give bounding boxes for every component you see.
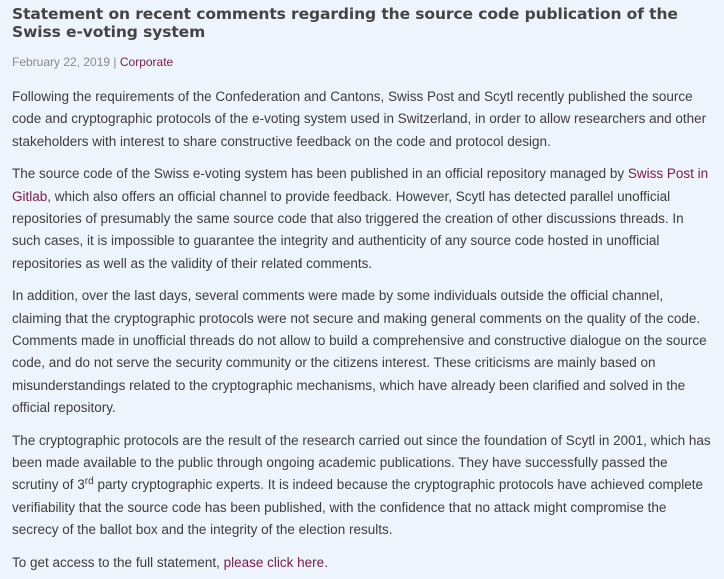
paragraph-protocols [12,430,713,541]
ordinal-suffix: rd [84,476,94,488]
paragraph-criticism [12,285,713,419]
full-statement-link[interactable]: please click here [223,554,325,570]
paragraph-full-statement [12,552,713,574]
paragraph-criticism-text: In addition, over the last days, several comments were made by some individuals outside the official channel, claiming that the cryptographic protocols were not secure and making general comments on the quality of the code. Comments made in unofficial threads do not allow to build a comprehensive and constructive dialogue on the source code, and do not serve the security community or the citizens interest. These criticisms are mainly based on misunderstandings related to the cryptographic mechanisms, which have already been clarified and solved in the official repository. [12,288,707,415]
paragraph-full-statement-text: To get access to the full statement, [12,554,224,570]
paragraph-protocols-text-start: The cryptographic protocols are the result of the research carried out since the foundation of Scytl in 2001, which has been made available to the public through ongoing academic publications. They have successfully passed the scrutiny of 3 [12,432,711,493]
paragraph-intro-text: Following the requirements of the Confederation and Cantons, Swiss Post and Scytl recently published the source code and cryptographic protocols of the e-voting system used in Switzerland, in order to allow researchers and other stakeholders with interest to share constructive feedback on the code and protocol design. [12,89,707,149]
paragraph-protocols-text-end: party cryptographic experts. It is indeed because the cryptographic protocols have achieved complete verifiability that the source code has been published, with the confidence that no attack might compromise the secrecy of the ballot box and the integrity of the election results. [12,477,704,537]
swiss-post-gitlab-link[interactable]: Swiss Post in Gitlab [12,166,709,204]
category-link[interactable]: Corporate [119,55,174,69]
paragraph-full-statement-period: . [324,554,328,570]
article-title: Statement on recent comments regarding the source code publication of the Swiss e-voting system [12,5,678,41]
paragraph-repository [12,163,713,274]
publish-date: February 22, 2019 [12,55,111,69]
paragraph-intro [12,86,713,153]
paragraph-repository-text-end: , which also offers an official channel to provide feedback. However, Scytl has detected parallel unofficial repositories of presumably the same source code that also triggered the creation of other discussions threads. In such cases, it is impossible to guarantee the integrity and authenticity of any source code hosted in unofficial repositories as well as the validity of their related comments. [12,188,684,271]
paragraph-repository-text-start: The source code of the Swiss e-voting system has been published in an official repository managed by [12,166,628,182]
meta-separator: | [110,55,120,69]
article-meta [12,55,713,69]
